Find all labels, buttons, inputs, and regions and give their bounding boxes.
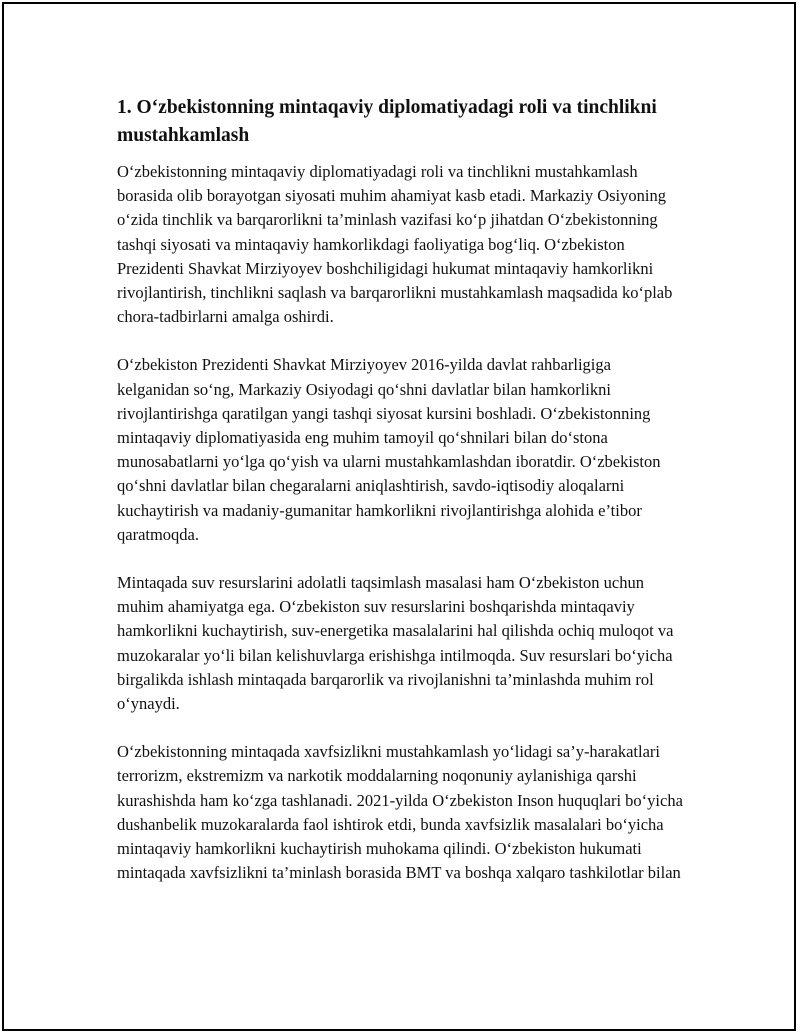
paragraph-3: Mintaqada suv resurslarini adolatli taqsimlash masalasi ham O‘zbekiston uchun muhim ahamiyatga ega. O‘zbekiston suv resurslarini boshqarishda mintaqaviy hamkorlikni kuchaytirish, suv-energetika masalalarini hal qilishda ochiq muloqot va muzokaralar yo‘li bilan kelishuvlarga erishishga intilmoqda. Suv resurslari bo‘yicha birgalikda ishlash mintaqada barqarorlik va rivojlanishni ta’minlashda muhim rol o‘ynaydi. [117, 573, 674, 714]
section-heading: 1. O‘zbekistonning mintaqaviy diplomatiyadagi roli va tinchlikni mustahkamlash [117, 97, 657, 146]
paragraph-4: O‘zbekistonning mintaqada xavfsizlikni mustahkamlash yo‘lidagi sa’y-harakatlari terrorizm, ekstremizm va narkotik moddalarning noqonuniy aylanishiga qarshi kurashishda ham ko‘zga tashlanadi. 2021-yilda O‘zbekiston Inson huquqlari bo‘yicha dushanbelik muzokaralarda faol ishtirok etdi, bunda xavfsizlik masalalari bo‘yicha mintaqaviy hamkorlikni kuchaytirish muhokama qilindi. O‘zbekiston hukumati mintaqada xavfsizlikni ta’minlash borasida BMT va boshqa xalqaro tashkilotlar bilan [117, 742, 683, 883]
paragraph-2: O‘zbekiston Prezidenti Shavkat Mirziyoyev 2016-yilda davlat rahbarligiga kelganidan so‘ng, Markaziy Osiyodagi qo‘shni davlatlar bilan hamkorlikni rivojlantirishga qaratilgan yangi tashqi siyosat kursini boshladi. O‘zbekistonning mintaqaviy diplomatiyasida eng muhim tamoyil qo‘shnilari bilan do‘stona munosabatlarni yo‘lga qo‘yish va ularni mustahkamlashdan iboratdir. O‘zbekiston qo‘shni davlatlar bilan chegaralarni aniqlashtirish, savdo-iqtisodiy aloqalarni kuchaytirish va madaniy-gumanitar hamkorlikni rivojlantirishga alohida e’tibor qaratmoqda. [117, 355, 661, 544]
document-body [117, 94, 687, 909]
paragraph-1: O‘zbekistonning mintaqaviy diplomatiyadagi roli va tinchlikni mustahkamlash borasida olib borayotgan siyosati muhim ahamiyat kasb etadi. Markaziy Osiyoning o‘zida tinchlik va barqarorlikni ta’minlash vazifasi ko‘p jihatdan O‘zbekistonning tashqi siyosati va mintaqaviy hamkorlikdagi faoliyatiga bog‘liq. O‘zbekiston Prezidenti Shavkat Mirziyoyev boshchiligidagi hukumat mintaqaviy hamkorlikni rivojlantirish, tinchlikni saqlash va barqarorlikni mustahkamlash maqsadida ko‘plab chora-tadbirlarni amalga oshirdi. [117, 162, 673, 327]
